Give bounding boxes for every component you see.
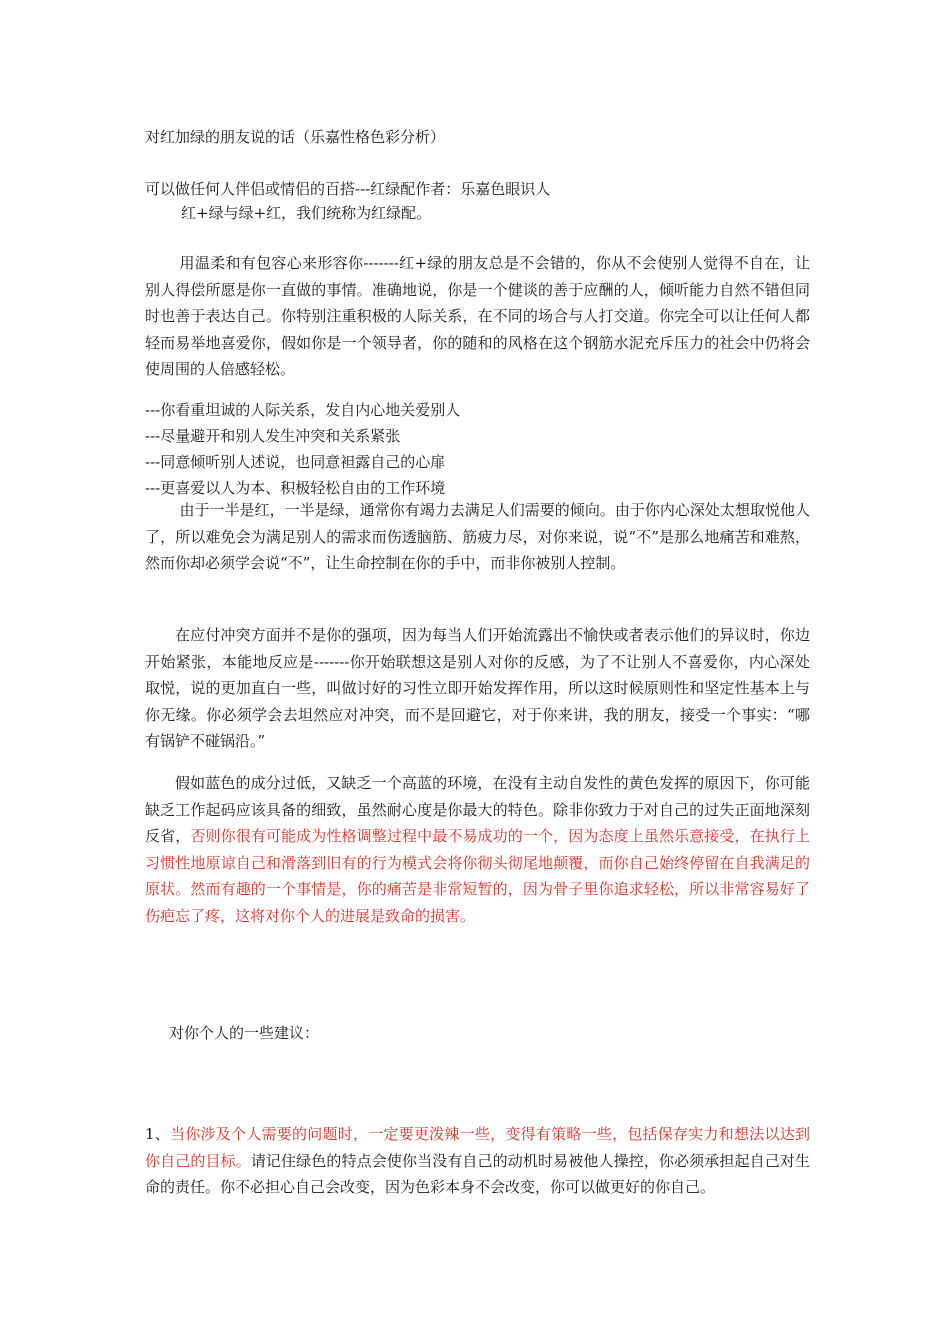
advice-number: 1、	[145, 1125, 171, 1143]
advice-1-highlight: 当你涉及个人需要的问题时，一定要更泼辣一些，变得有策略一些，包括保存实力和想法以达到你自己的目标。	[145, 1125, 810, 1170]
paragraph-1: 用温柔和有包容心来形容你-------红+绿的朋友总是不会错的，你从不会使别人觉得不自在，让别人得偿所愿是你一直做的事情。准确地说，你是一个健谈的善于应酬的人，倾听能力自然不错但同时也善于表达自己。你特别注重积极的人际关系，在不同的场合与人打交道。你完全可以让任何人都轻而易举地喜爱你，假如你是一个领导者，你的随和的风格在这个钢筋水泥充斥压力的社会中仍将会使周围的人倍感轻松。	[145, 254, 810, 378]
bullet-list	[145, 397, 460, 501]
paragraph-4-text: 假如蓝色的成分过低，又缺乏一个高蓝的环境，在没有主动自发性的黄色发挥的原因下，你可能缺乏工作起码应该具备的细致，虽然耐心度是你最大的特色。除非你致力于对自己的过失正面地深刻反省，	[145, 774, 810, 845]
bullet-item: ---你看重坦诚的人际关系，发自内心地关爱别人	[145, 401, 461, 419]
advice-item-1	[145, 1121, 810, 1201]
paragraph-3: 在应付冲突方面并不是你的强项，因为每当人们开始流露出不愉快或者表示他们的异议时，你边开始紧张，本能地反应是-------你开始联想这是别人对你的反感，为了不让别人不喜爱你，内心深处取悦，说的更加直白一些，叫做讨好的习性立即开始发挥作用，所以这时候原则性和坚定性基本上与你无缘。你必须学会去坦然应对冲突，而不是回避它，对于你来讲，我的朋友，接受一个事实：“哪有锅铲不碰锅沿。”	[145, 626, 810, 750]
bullet-item: ---同意倾听别人述说，也同意袒露自己的心扉	[145, 453, 446, 471]
document-title: 对红加绿的朋友说的话（乐嘉性格色彩分析）	[145, 128, 446, 146]
intro-line: 红+绿与绿+红，我们统称为红绿配。	[181, 204, 432, 222]
bullet-item: ---更喜爱以人为本、积极轻松自由的工作环境	[145, 479, 446, 497]
advice-heading: 对你个人的一些建议：	[169, 1024, 320, 1042]
bullet-item: ---尽量避开和别人发生冲突和关系紧张	[145, 427, 401, 445]
document-subtitle: 可以做任何人伴侣或情侣的百搭---红绿配作者：乐嘉色眼识人	[145, 180, 551, 198]
paragraph-4-highlight: 否则你很有可能成为性格调整过程中最不易成功的一个，因为态度上虽然乐意接受，在执行上习惯性地原谅自己和滑落到旧有的行为模式会将你彻头彻尾地颠覆，而你自己始终停留在自我满足的原状。然而有趣的一个事情是，你的痛苦是非常短暂的，因为骨子里你追求轻松，所以非常容易好了伤疤忘了疼，这将对你个人的进展是致命的损害。	[145, 827, 810, 925]
advice-1-text: 请记住绿色的特点会使你当没有自己的动机时易被他人操控，你必须承担起自己对生命的责任。你不必担心自己会改变，因为色彩本身不会改变，你可以做更好的你自己。	[145, 1151, 810, 1196]
paragraph-2: 由于一半是红，一半是绿，通常你有竭力去满足人们需要的倾向。由于你内心深处太想取悦他人了，所以难免会为满足别人的需求而伤透脑筋、筋疲力尽，对你来说，说“不”是那么地痛苦和难熬，然而你却必须学会说“不”，让生命控制在你的手中，而非你被别人控制。	[145, 501, 810, 572]
paragraph-4	[145, 770, 810, 929]
